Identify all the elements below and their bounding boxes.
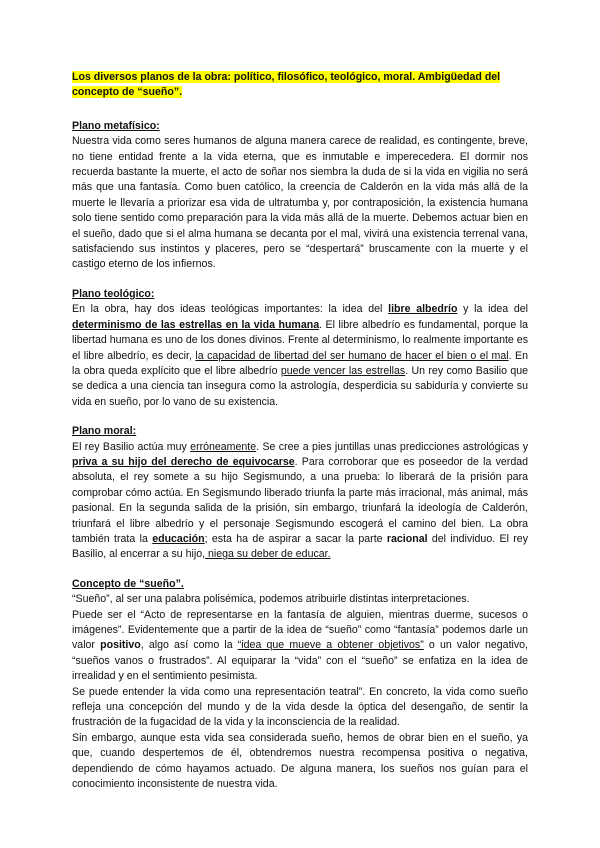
term-racional: racional xyxy=(386,532,428,545)
text-run: o un valor negativo, “sueños vanos o frustrados”. Al equiparar la “vida” con el “sueño” se enfatiza en la idea de irrealidad y en el sentimiento pesimista. xyxy=(72,639,529,683)
paragraph-sueno-4: Sin embargo, aunque esta vida sea considerada sueño, hemos de obrar bien en el sueño, ya que, cuando despertemos de él, obtendremos nuestra recompensa positiva o negativa, dependiendo de cómo hayamos actuado. De alguna manera, los sueños nos guían para el conocimiento inconsistente de nuestra vida. xyxy=(72,731,528,791)
paragraph-teologico xyxy=(72,302,528,410)
text-run: . Para corroborar que es poseedor de la verdad absoluta, el rey somete a su hijo Segismundo, a una prueba: lo liberará de la prisión para comprobar cómo actúa. En Segismundo liberado triunfa la parte más irracional, más animal, más pasional. En la segunda salida de la prisión, sin embargo, triunfará la ideología de Calderón, triunfará el libre albedrío y el personaje Segismundo escogerá el camino del bien. La obra también trata la xyxy=(72,455,528,545)
paragraph-sueno-3: Se puede entender la vida como una representación teatral”. En concreto, la vida como sueño refleja una concepción del mundo y de la vida desde la óptica del desengaño, de sentir la frustración de la fugacidad de la vida y la inconsciencia de la realidad. xyxy=(72,685,528,729)
underlined-capacidad: la capacidad de libertad del ser humano de hacer el bien o el mal xyxy=(195,349,509,362)
text-run: y la idea del xyxy=(457,303,528,316)
heading-sueno: Concepto de “sueño”. xyxy=(72,577,184,590)
paragraph-sueno-2 xyxy=(72,608,528,685)
title-block xyxy=(72,70,528,101)
text-run: del individuo. El rey Basilio, al encerrar a su hijo, xyxy=(72,532,528,561)
text-run: , algo así como la xyxy=(140,639,238,652)
underlined-niega-deber: niega su deber de educar. xyxy=(205,548,331,561)
document-title: Los diversos planos de la obra: político, filosófico, teológico, moral. Ambigüedad del concepto de “sueño”. xyxy=(72,71,501,99)
underlined-vencer-estrellas: puede vencer las estrellas xyxy=(280,364,406,377)
section-teologico xyxy=(72,287,528,410)
section-moral xyxy=(72,424,528,563)
term-libre-albedrio: libre albedrío xyxy=(388,303,458,316)
text-run: Puede ser el “Acto de representarse en la fantasía de alguien, mientras duerme, sucesos o imágenes”. Evidentemente que a partir de la idea de “sueño” como “fantasía” podemos darle un valor xyxy=(72,608,528,652)
section-sueno xyxy=(72,577,528,793)
text-run: . El libre albedrío es fundamental, porque la libertad humana es uno de los dones divinos. Frente al determinismo, lo realmente importante es el libre albedrío, es decir, xyxy=(72,318,528,362)
text-run: . Un rey como Basilio que se dedica a una ciencia tan insegura como la astrología, desperdicia su sabiduría y convierte su vida en sueño, por lo vano de su existencia. xyxy=(72,364,528,408)
term-determinismo: determinismo de las estrellas en la vida humana xyxy=(72,318,320,331)
text-run: . Se cree a pies juntillas unas predicciones astrológicas y xyxy=(256,440,528,453)
term-positivo: positivo xyxy=(100,639,141,652)
paragraph-sueno-1: “Sueño”, al ser una palabra polisémica, podemos atribuirle distintas interpretaciones. xyxy=(72,593,470,606)
heading-metafisico: Plano metafísico: xyxy=(72,119,160,132)
heading-teologico: Plano teológico: xyxy=(72,287,155,300)
document-page xyxy=(72,70,528,806)
text-run: El rey Basilio actúa muy xyxy=(72,440,191,453)
paragraph-moral xyxy=(72,440,528,563)
underlined-erroneamente: erróneamente xyxy=(190,440,257,453)
text-run: ; esta ha de aspirar a sacar la parte xyxy=(204,532,387,545)
underlined-idea-objetivos: “idea que mueve a obtener objetivos” xyxy=(237,639,424,652)
term-educacion: educación xyxy=(152,532,205,545)
paragraph-metafisico: Nuestra vida como seres humanos de alguna manera carece de realidad, es contingente, breve, no tiene entidad frente a la vida eterna, que es inmutable e imperecedera. El dormir nos recuerda bastante la muerte, el acto de soñar nos siembra la duda de si la vida en vigilia no será más que una fantasía. Como buen católico, la creencia de Calderón en la vida más allá de la muerte le llevaría a priorizar esa vida de ultratumba y, por contraposición, la existencia humana solo tiene sentido como preparación para la vida más allá de la muerte. Debemos actuar bien en el sueño, dado que si el alma humana se decanta por el mal, vivirá una existencia terrenal vana, satisfaciendo sus instintos y placeres, pero se “despertará” bruscamente con la muerte y el castigo eterno de los infiernos. xyxy=(72,135,528,271)
text-run: En la obra, hay dos ideas teológicas importantes: la idea del xyxy=(72,303,389,316)
term-priva-hijo: priva a su hijo del derecho de equivocarse xyxy=(72,455,295,468)
heading-moral: Plano moral: xyxy=(72,425,137,438)
section-metafisico xyxy=(72,119,528,273)
text-run: . En la obra queda explícito que el libre albedrío xyxy=(72,349,528,377)
